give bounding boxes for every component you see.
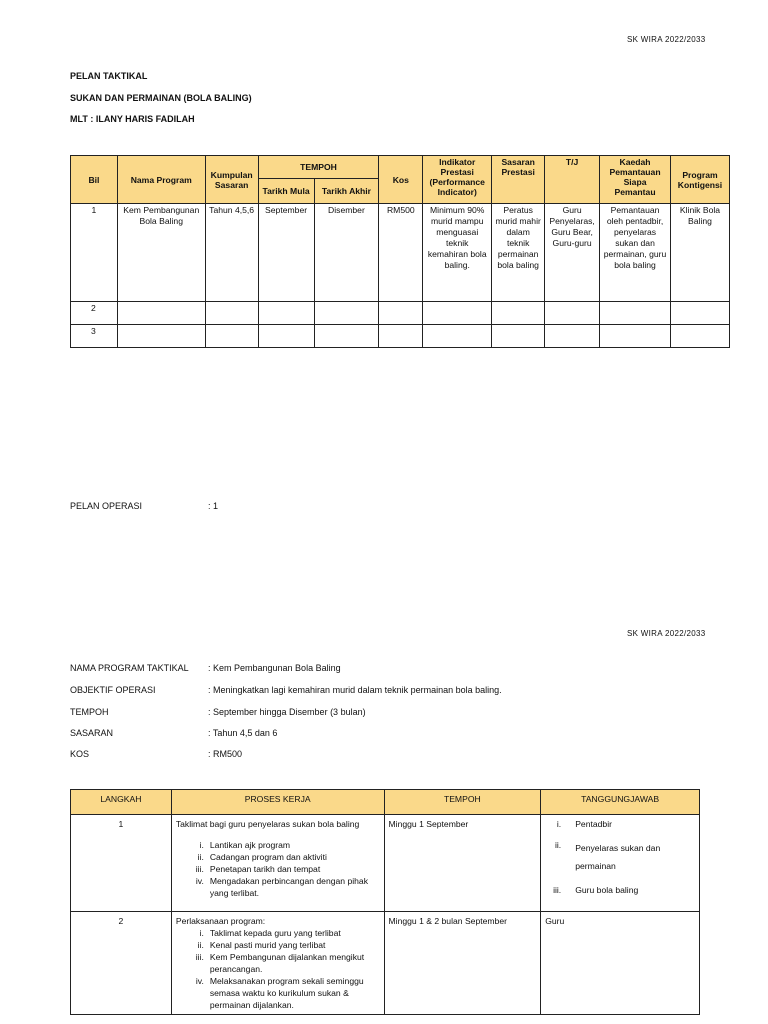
page-title: PELAN TAKTIKAL bbox=[70, 71, 148, 81]
cell-tanggungjawab: Guru bbox=[541, 912, 700, 1015]
col-tanggungjawab: TANGGUNGJAWAB bbox=[541, 790, 700, 815]
info-value: : RM500 bbox=[208, 749, 243, 759]
cell-sasaran: Peratus murid mahir dalam teknik permainan bola baling bbox=[492, 204, 545, 302]
school-code-header-2: SK WIRA 2022/2033 bbox=[627, 629, 706, 638]
cell-tempoh: Minggu 1 & 2 bulan September bbox=[384, 912, 541, 1015]
list-item: i. Taklimat kepada guru yang terlibat bbox=[199, 928, 341, 939]
table-row bbox=[71, 325, 730, 348]
col-kumpulan-sasaran: Kumpulan Sasaran bbox=[205, 156, 258, 204]
col-kos: Kos bbox=[379, 156, 423, 204]
col-program-kontigensi: Program Kontigensi bbox=[670, 156, 729, 204]
proses-list bbox=[176, 839, 380, 899]
cell-kaedah: Pemantauan oleh pentadbir, penyelaras sukan dan permainan, guru bola baling bbox=[600, 204, 671, 302]
col-tarikh-mula: Tarikh Mula bbox=[258, 179, 314, 204]
col-nama-program: Nama Program bbox=[117, 156, 205, 204]
info-value: : Meningkatkan lagi kemahiran murid dalam teknik permainan bola baling. bbox=[208, 685, 502, 695]
cell-kos: RM500 bbox=[379, 204, 423, 302]
list-item: iii. Guru bola baling bbox=[553, 885, 639, 896]
tj-list bbox=[545, 818, 695, 896]
col-kaedah: Kaedah Pemantauan Siapa Pemantau bbox=[600, 156, 671, 204]
cell-tanggungjawab bbox=[541, 815, 700, 912]
mlt-line: MLT : ILANY HARIS FADILAH bbox=[70, 114, 195, 124]
table-row bbox=[71, 302, 730, 325]
col-tempoh: TEMPOH bbox=[384, 790, 541, 815]
info-value: : September hingga Disember (3 bulan) bbox=[208, 707, 366, 717]
list-item: ii. Cadangan program dan aktiviti bbox=[197, 852, 327, 863]
pelan-operasi-value: : 1 bbox=[208, 501, 219, 511]
cell-proses bbox=[171, 912, 384, 1015]
col-tarikh-akhir: Tarikh Akhir bbox=[314, 179, 379, 204]
col-proses-kerja: PROSES KERJA bbox=[171, 790, 384, 815]
cell-langkah: 1 bbox=[71, 815, 172, 912]
cell-proses bbox=[171, 815, 384, 912]
list-item: iii. Kem Pembangunan dijalankan mengikut perancangan. bbox=[195, 952, 365, 975]
info-value: : Kem Pembangunan Bola Baling bbox=[208, 663, 341, 673]
info-label: OBJEKTIF OPERASI bbox=[70, 685, 156, 695]
cell-bil: 2 bbox=[71, 302, 118, 325]
cell-langkah: 2 bbox=[71, 912, 172, 1015]
page-subtitle: SUKAN DAN PERMAINAN (BOLA BALING) bbox=[70, 93, 252, 103]
col-langkah: LANGKAH bbox=[71, 790, 172, 815]
cell-program: Klinik Bola Baling bbox=[670, 204, 729, 302]
table-row bbox=[71, 204, 730, 302]
table-row bbox=[71, 815, 700, 912]
info-label: KOS bbox=[70, 749, 90, 759]
col-sasaran-prestasi: Sasaran Prestasi bbox=[492, 156, 545, 204]
list-item: iv. Mengadakan perbincangan dengan pihak yang terlibat. bbox=[195, 876, 369, 899]
info-label: NAMA PROGRAM TAKTIKAL bbox=[70, 663, 189, 673]
col-bil: Bil bbox=[71, 156, 118, 204]
cell-mula: September bbox=[258, 204, 314, 302]
cell-tj: Guru Penyelaras, Guru Bear, Guru-guru bbox=[545, 204, 600, 302]
list-item: ii. Penyelaras sukan dan permainan bbox=[554, 840, 661, 872]
col-tempoh: TEMPOH bbox=[258, 156, 379, 179]
table-header-row bbox=[71, 156, 730, 179]
cell-nama: Kem Pembangunan Bola Baling bbox=[117, 204, 205, 302]
pelan-operasi-label: PELAN OPERASI bbox=[70, 501, 143, 511]
list-item: iii. Penetapan tarikh dan tempat bbox=[195, 864, 321, 875]
proses-title: Taklimat bagi guru penyelaras sukan bola baling bbox=[175, 819, 360, 829]
table-header-row bbox=[71, 790, 700, 815]
proses-title: Perlaksanaan program: bbox=[175, 916, 266, 926]
cell-indikator: Minimum 90% murid mampu menguasai teknik kemahiran bola baling. bbox=[423, 204, 492, 302]
cell-bil: 3 bbox=[71, 325, 118, 348]
info-label: SASARAN bbox=[70, 728, 114, 738]
list-item: iv. Melaksanakan program sekali seminggu semasa waktu ko kurikulum sukan & permainan dijalankan. bbox=[195, 976, 364, 1011]
cell-bil: 1 bbox=[71, 204, 118, 302]
info-label: TEMPOH bbox=[70, 707, 109, 717]
info-value: : Tahun 4,5 dan 6 bbox=[208, 728, 278, 738]
school-code-header: SK WIRA 2022/2033 bbox=[627, 35, 706, 44]
col-tj: T/J bbox=[545, 156, 600, 204]
list-item: i. Pentadbir bbox=[556, 819, 612, 829]
cell-tempoh: Minggu 1 September bbox=[384, 815, 541, 912]
col-indikator: Indikator Prestasi (Performance Indicator) bbox=[423, 156, 492, 204]
cell-kumpulan: Tahun 4,5,6 bbox=[205, 204, 258, 302]
list-item: ii. Kenal pasti murid yang terlibat bbox=[197, 940, 326, 951]
proses-list bbox=[176, 927, 380, 1011]
tactical-plan-table bbox=[70, 155, 730, 348]
list-item: i. Lantikan ajk program bbox=[199, 840, 291, 851]
table-row bbox=[71, 912, 700, 1015]
operation-plan-table bbox=[70, 789, 700, 1015]
cell-akhir: Disember bbox=[314, 204, 379, 302]
